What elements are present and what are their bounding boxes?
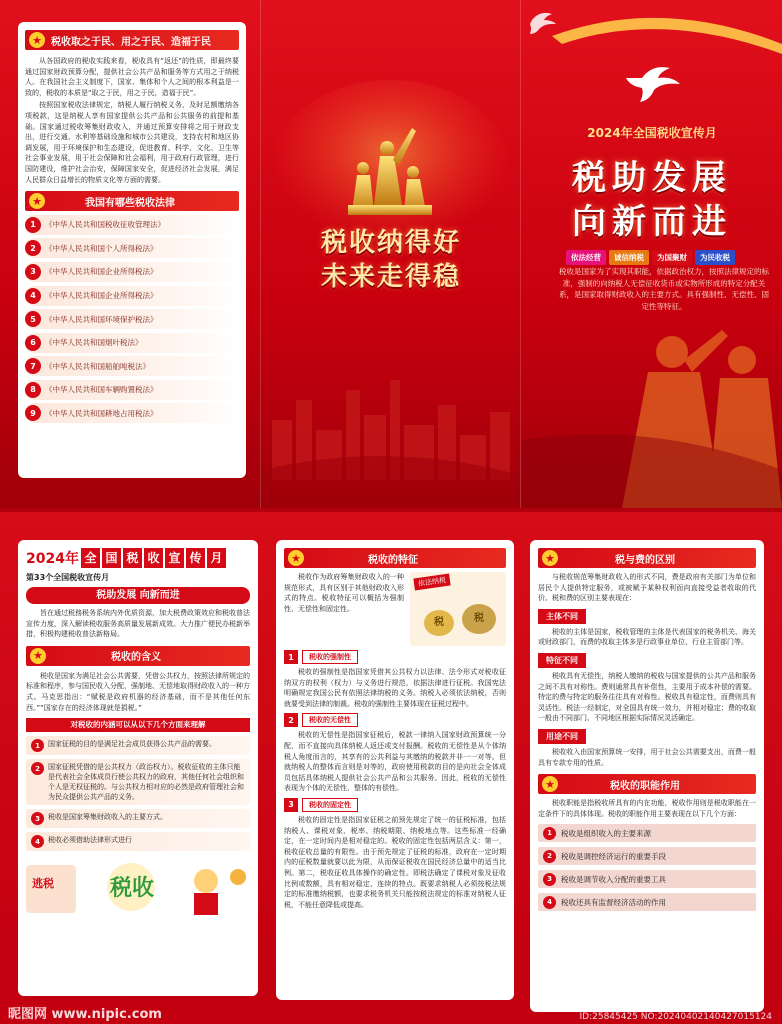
function-number: 2 bbox=[543, 850, 556, 863]
subheading-bar: 对税收的内涵可以从以下几个方面来理解 bbox=[26, 718, 250, 732]
feature-tag bbox=[284, 713, 506, 727]
dove-icon bbox=[626, 67, 680, 102]
paragraph: 从各国政府的税收实践来看，税收具有“返还”的性质，即最终要通过国家财政预算分配，提供社会公共产品和服务等方式用之于纳税人。在我国社会主义制度下，国家、集体和个人之间的根本利益是一致的，税收的本质是“取之于民，用之于民，造福于民”。 bbox=[25, 57, 239, 97]
law-number: 6 bbox=[25, 335, 41, 351]
front-cover-panel bbox=[522, 0, 782, 508]
banner-char-box: 传 bbox=[186, 548, 205, 568]
law-item bbox=[25, 333, 239, 353]
law-item bbox=[25, 286, 239, 306]
heading-text: 税收的特征 bbox=[368, 554, 418, 566]
section-heading bbox=[26, 646, 250, 666]
cover-tag: 为国聚财 bbox=[652, 250, 692, 265]
item-text: 国家征税的目的是满足社会成员获得公共产品的需要。 bbox=[48, 740, 216, 749]
paragraph: 与税收规范筹集财政收入的形式不同，费是政府有关部门为单位和居民个人提供特定服务，或被赋予某种权利而向直接受益者收取的代价。税和费的区别主要表现在： bbox=[538, 573, 756, 603]
features-intro bbox=[284, 572, 506, 646]
heading-text: 税与费的区别 bbox=[615, 554, 675, 566]
tax-fee-card bbox=[530, 540, 764, 1012]
difference-sections bbox=[538, 604, 756, 768]
law-name: 《中华人民共和国耕地占用税法》 bbox=[45, 408, 158, 418]
banner-char-box: 月 bbox=[207, 548, 226, 568]
cartoon-illustration bbox=[26, 857, 250, 917]
law-item bbox=[25, 403, 239, 423]
law-number: 5 bbox=[25, 311, 41, 327]
pay-tax-illustration bbox=[410, 572, 506, 646]
law-item bbox=[25, 262, 239, 282]
cover-tag: 依法经营 bbox=[566, 250, 606, 265]
watermark: 昵图网 www.nipic.com bbox=[8, 1007, 162, 1022]
watermark-id: ID:25845425 NO:20240402140427015124 bbox=[579, 1012, 772, 1022]
star-icon: ★ bbox=[542, 776, 558, 792]
feature-text: 税收的无偿性是指国家征税后，税款一律纳入国家财政预算统一分配，而不直接向具体纳税人返还或支付报酬。税收的无偿性是从个体纳税人角度而言的，其享有的公共利益与其缴纳的税款并非一一对等。但就纳税人的整体而言则是对等的，政府使用税款的目的是向社会全体成员包括具体纳税人提供社会公共产品和公共服务。因此，税收的无偿性表现为个体的无偿性、整体的有偿性。 bbox=[284, 731, 506, 793]
tax-features-card bbox=[276, 540, 514, 1000]
dove-icon bbox=[530, 13, 556, 34]
item-text: 税收是国家筹集财政收入的主要方式。 bbox=[48, 813, 167, 822]
star-icon: ★ bbox=[29, 32, 45, 48]
tax-benefit-card bbox=[18, 22, 246, 478]
cover-title-line-2: 向新而进 bbox=[572, 202, 732, 242]
law-name: 《中华人民共和国车辆购置税法》 bbox=[45, 385, 158, 395]
illustration-caption: 依法纳税 bbox=[413, 574, 450, 591]
law-number: 8 bbox=[25, 382, 41, 398]
difference-label: 特征不同 bbox=[538, 653, 586, 668]
feature-text: 税收的强制性是指国家凭借其公共权力以法律、法令形式对税收征纳双方的权利（权力）与义务进行规范，依据法律进行征税。我国宪法明确规定我国公民有依照法律纳税的义务。纳税人必须依法纳税，否则就要受到法律的制裁。税收的强制性主要体现在征税过程中。 bbox=[284, 668, 506, 708]
brochure-inner-sheet bbox=[0, 512, 782, 1024]
star-icon: ★ bbox=[30, 648, 46, 664]
law-name: 《中华人民共和国企业所得税法》 bbox=[45, 267, 158, 277]
star-icon: ★ bbox=[542, 550, 558, 566]
law-name: 《中华人民共和国税收征收管理法》 bbox=[45, 220, 165, 230]
law-number: 2 bbox=[25, 240, 41, 256]
heading-text: 我国有哪些税收法律 bbox=[85, 197, 175, 209]
difference-text: 税收收入由国家预算统一安排，用于社会公共需要支出，而费一般具有专款专用的性质。 bbox=[538, 747, 756, 767]
connotation-item bbox=[26, 832, 250, 851]
section-heading bbox=[538, 548, 756, 568]
function-text: 税收是调控经济运行的重要手段 bbox=[561, 851, 666, 861]
law-number: 1 bbox=[25, 217, 41, 233]
item-text: 税收必须借助法律形式进行 bbox=[48, 836, 132, 845]
item-number: 3 bbox=[31, 812, 44, 825]
law-item bbox=[25, 238, 239, 258]
section-heading bbox=[25, 30, 239, 50]
paragraph: 税收是国家为满足社会公共需要，凭借公共权力，按照法律所规定的标准和程序，参与国民收入分配，强制地、无偿地取得财政收入的一种方式。马克思指出：“赋税是政府机器的经济基础，而不是其他任何东西。”“国家存在的经济体现就是捐税。” bbox=[26, 671, 250, 712]
feature-number: 1 bbox=[284, 650, 298, 664]
gold-ribbon-icon bbox=[552, 18, 782, 54]
banner-char-box: 国 bbox=[102, 548, 121, 568]
difference-label: 主体不同 bbox=[538, 609, 586, 624]
connotation-item bbox=[26, 759, 250, 805]
section-heading bbox=[538, 774, 756, 794]
feature-number: 3 bbox=[284, 798, 298, 812]
feature-label: 税收的强制性 bbox=[302, 650, 358, 664]
campaign-banner bbox=[26, 548, 250, 568]
svg-text:逃税: 逃税 bbox=[32, 877, 54, 891]
function-text: 税收是组织收入的主要来源 bbox=[561, 828, 651, 838]
law-name: 《中华人民共和国企业所得税法》 bbox=[45, 291, 158, 300]
subtitle: 第33个全国税收宣传月 bbox=[26, 573, 110, 582]
law-name: 《中华人民共和国烟叶税法》 bbox=[45, 338, 143, 348]
law-number: 7 bbox=[25, 358, 41, 374]
slogan-line-1: 税收纳得好 bbox=[320, 228, 461, 258]
banner-boxes bbox=[81, 548, 226, 568]
law-number: 9 bbox=[25, 405, 41, 421]
banner-text: 2024年 bbox=[26, 551, 79, 567]
paragraph: 税收职能是指税收所具有的内在功能，税收作用则是税收职能在一定条件下的具体体现。税收的职能作用主要表现在以下几个方面： bbox=[538, 799, 756, 818]
heading-text: 税收的含义 bbox=[111, 652, 161, 664]
heading-text: 税收的职能作用 bbox=[610, 780, 680, 792]
cover-title-line-1: 税助发展 bbox=[572, 158, 732, 198]
theme-pill: 税助发展 向新而进 bbox=[26, 587, 250, 604]
difference-text: 税收具有无偿性，纳税人缴纳的税收与国家提供的公共产品和服务之间不具有对称性。费则通常具有补偿性，主要用于成本补偿的需要。特定的费与特定的服务往往具有对称性。税收具有稳定性，而费则具有灵活性。税法一经制定，对全国具有统一效力，并相对稳定；费的收取一般由不同部门、不同地区根据实际情况灵活确定。 bbox=[538, 671, 756, 723]
star-icon: ★ bbox=[288, 550, 304, 566]
feature-label: 税收的无偿性 bbox=[302, 713, 358, 727]
difference-text: 税收的主体是国家，税收管理的主体是代表国家的税务机关、海关或财政部门，而费的收取主体多是行政事业单位、行业主管部门等。 bbox=[538, 627, 756, 647]
fold-line bbox=[520, 0, 521, 508]
function-number: 3 bbox=[543, 873, 556, 886]
feature-label: 税收的固定性 bbox=[302, 798, 358, 812]
campaign-month: 2024年全国税收宣传月 bbox=[587, 126, 717, 140]
function-number: 4 bbox=[543, 896, 556, 909]
campaign-intro-card bbox=[18, 540, 258, 996]
feature-sections bbox=[284, 650, 506, 910]
law-item bbox=[25, 380, 239, 400]
function-item bbox=[538, 824, 756, 842]
feature-tag bbox=[284, 650, 506, 664]
item-number: 2 bbox=[31, 762, 44, 775]
item-text: 国家征税凭借的是公共权力（政治权力）。税收征收的主体只能是代表社会全体成员行使公共权力的政府，其他任何社会组织和个人是无权征税的。与公共权力相对应的必然是政府管理社会和为民众提供公共产品的义务。 bbox=[48, 763, 244, 802]
money-bag-icon: 税 bbox=[462, 604, 496, 634]
section-heading bbox=[25, 191, 239, 211]
feature-tag bbox=[284, 798, 506, 812]
cover-description: 税收是国家为了实现其职能，依据政治权力，按照法律规定的标准，强制的向纳税人无偿征收货币或实物所形成的特定分配关系，是国家取得财政收入的主要方式。具有强制性、无偿性、固定性等特征。 bbox=[559, 267, 769, 311]
connotation-item bbox=[26, 736, 250, 755]
connotation-list bbox=[26, 736, 250, 851]
law-item bbox=[25, 215, 239, 235]
cover-tag: 为民收税 bbox=[695, 250, 735, 265]
law-name: 《中华人民共和国个人所得税法》 bbox=[45, 243, 158, 253]
item-number: 4 bbox=[31, 835, 44, 848]
law-number: 3 bbox=[25, 264, 41, 280]
banner-char-box: 宣 bbox=[165, 548, 184, 568]
svg-text:税收: 税收 bbox=[110, 876, 155, 902]
function-list bbox=[538, 824, 756, 911]
star-icon: ★ bbox=[29, 193, 45, 209]
fold-line bbox=[260, 0, 261, 508]
law-number: 4 bbox=[25, 288, 41, 304]
paragraph: 旨在通过税務税务系统内外优质资源，加大税费政策效应和税收普法宣传力度，深入解读税收服务高质量发展新成效。大力推广便民办税新举措，积极构建税收普法新格局。 bbox=[26, 609, 250, 639]
heading-text: 税收取之于民、用之于民、造福于民 bbox=[51, 36, 211, 48]
function-text: 税收是调节收入分配的重要工具 bbox=[561, 874, 666, 884]
function-item bbox=[538, 847, 756, 865]
section-heading bbox=[284, 548, 506, 568]
paragraph: 按照国家税收法律规定，纳税人履行纳税义务，及时足额缴纳各项税款，这是纳税人享有国家提供公共产品和公共服务的前提和基础。国家通过税收筹集财政收入，并通过预算安排将之用于财政支出，进行交通、水利等基础设施和城市公共建设，支持农村和地区协调发展，用于环境保护和生态建设，促进教育、科学、文化、卫生等社会事业发展，用于社会保障和社会福利，用于政府行政管理，进行国防建设，维护社会治安，保障国家安全，促进经济社会发展，满足人民群众日益增长的物质文化等方面的需要。 bbox=[25, 101, 239, 184]
feature-text: 税收的固定性是指国家征税之前预先规定了统一的征税标准，包括纳税人、课税对象、税率、纳税期限、纳税地点等。这些标准一经确定，在一定时间内是相对稳定的。税收的固定性包括两层含义：第一，税收征收总量的有限性。由于预先规定了征税的标准，政府在一定时期内的征税数量就要以此为限，从而保证税收在国民经济总量中的适当比例。第二，税收征收具体操作的确定性。即税法确定了课税对象及征收比例或数额，具有相对稳定、连续的特点。既要求纳税人必须按税法规定的标准缴纳税额，也要求税务机关只能按税法规定的标准对纳税人征税，不能任意降低或提高。 bbox=[284, 815, 506, 909]
banner-char-box: 收 bbox=[144, 548, 163, 568]
law-name: 《中华人民共和国环境保护税法》 bbox=[45, 314, 158, 324]
feature-number: 2 bbox=[284, 713, 298, 727]
difference-label: 用途不同 bbox=[538, 729, 586, 744]
cover-tag: 诚信纳税 bbox=[609, 250, 649, 265]
banner-char-box: 税 bbox=[123, 548, 142, 568]
middle-cover-panel bbox=[262, 0, 520, 508]
paragraph: 税收作为政府筹集财政收入的一种规范形式，具有区别于其他财政收入形式的特点。税收特征可以概括为强制性、无偿性和固定性。 bbox=[284, 573, 404, 613]
item-number: 1 bbox=[31, 739, 44, 752]
law-item bbox=[25, 356, 239, 376]
function-item bbox=[538, 893, 756, 911]
function-text: 税收还具有监督经济活动的作用 bbox=[561, 897, 666, 907]
cover-tags bbox=[522, 245, 782, 265]
law-name: 《中华人民共和国船舶吨税法》 bbox=[45, 361, 150, 371]
banner-char-box: 全 bbox=[81, 548, 100, 568]
connotation-item bbox=[26, 809, 250, 828]
function-number: 1 bbox=[543, 827, 556, 840]
function-item bbox=[538, 870, 756, 888]
law-item bbox=[25, 309, 239, 329]
slogan-line-2: 未来走得稳 bbox=[320, 262, 461, 292]
money-bag-icon: 税 bbox=[424, 610, 454, 636]
laws-list bbox=[25, 215, 239, 424]
brochure-outer-sheet bbox=[0, 0, 782, 508]
